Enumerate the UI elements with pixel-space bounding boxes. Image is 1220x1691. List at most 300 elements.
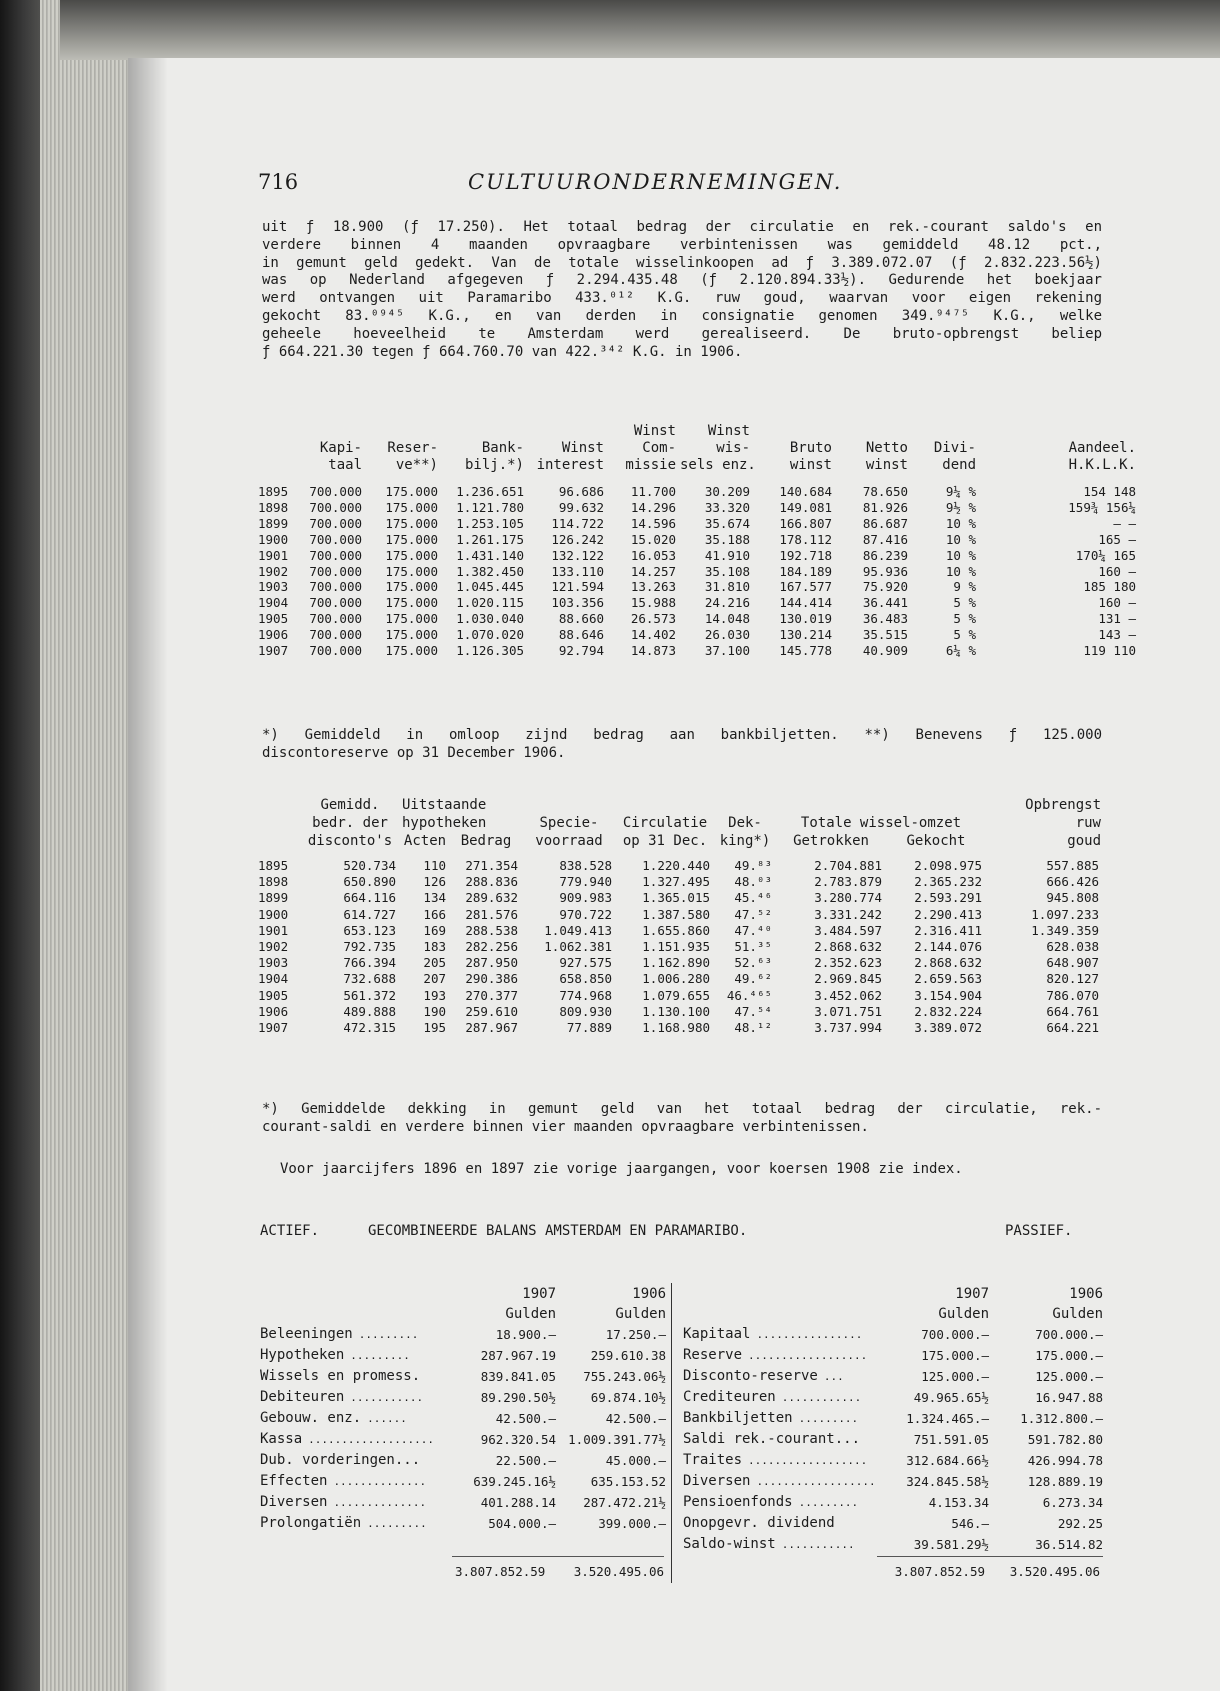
balance-item — [683, 1387, 879, 1408]
table-cell: 15.988 — [630, 595, 676, 611]
column-header — [442, 423, 528, 440]
table-cell: 9½ % — [945, 499, 976, 515]
table-cell: 1.236.651 — [456, 484, 524, 499]
table-cell: 820.127 — [1046, 971, 1099, 987]
table-cell: 33.320 — [704, 499, 750, 515]
balance-item — [683, 1429, 879, 1450]
table-cell: 648.907 — [1046, 955, 1099, 971]
column-header — [886, 796, 986, 814]
value-1906: 399.000.— — [598, 1515, 666, 1531]
table-cell: 30.209 — [704, 484, 750, 499]
table-cell: 287.950 — [465, 955, 518, 971]
table-cell: 40.909 — [862, 643, 908, 659]
table-cell: 48.¹² — [734, 1020, 772, 1036]
dot-leader: ......... — [358, 1328, 419, 1341]
footnote-line: *) Gemiddelde dekking in gemunt geld van het totaal bedrag der circulatie, rek.- — [262, 1101, 1102, 1117]
value-1907: 324.845.58½ — [906, 1473, 989, 1489]
total-actief-1907: 3.807.852.59 — [455, 1564, 546, 1579]
table-cell: 1.382.450 — [456, 563, 524, 579]
year-cell: 1901 — [258, 547, 289, 563]
table-row — [258, 890, 1103, 906]
table-cell: 133.110 — [551, 563, 604, 579]
table-cell: 175.000 — [385, 531, 438, 547]
table-row — [258, 484, 1140, 500]
value-1907: 175.000.— — [921, 1347, 989, 1363]
column-header: op 31 Dec. — [622, 833, 708, 849]
table-cell: 14.402 — [630, 627, 676, 643]
column-header: Dek- — [728, 815, 762, 831]
table-cell: 1.220.440 — [642, 858, 710, 873]
column-header — [714, 796, 776, 814]
value-1906: 128.889.19 — [1027, 1473, 1103, 1489]
table-cell: 143 — — [1098, 627, 1136, 643]
dot-leader: ........... — [350, 1391, 424, 1404]
column-header: bilj.*) — [464, 457, 524, 473]
dot-leader: ......... — [350, 1349, 410, 1362]
table-cell: 126 — [423, 874, 446, 890]
year-cell: 1906 — [258, 627, 289, 643]
table-cell: 281.576 — [465, 906, 518, 922]
table-cell: 178.112 — [779, 531, 832, 547]
table-cell: 561.372 — [343, 987, 396, 1003]
value-1906: 36.514.82 — [1035, 1536, 1103, 1552]
table-cell: 126.242 — [551, 531, 604, 547]
year-header: 1906 — [632, 1286, 666, 1302]
table-cell: 664.116 — [343, 890, 396, 906]
year-cell: 1900 — [258, 531, 289, 547]
table-cell: 282.256 — [465, 939, 518, 955]
paragraph-line: was op Nederland afgegeven ƒ 2.294.435.48 (ƒ 2.120.894.33½). Gedurende het boekjaar — [262, 272, 1102, 289]
value-1906: 259.610.38 — [590, 1347, 666, 1363]
table-row — [258, 939, 1103, 955]
column-header: winst — [789, 457, 832, 473]
value-1906: 42.500.— — [605, 1410, 666, 1426]
table-cell: 10 % — [945, 547, 976, 563]
intro-paragraph — [262, 219, 1102, 361]
table-cell: 47.⁴⁰ — [734, 922, 772, 938]
table-cell: 700.000 — [309, 515, 362, 531]
column-header: dend — [942, 457, 976, 473]
table-cell: 185 180 — [1083, 579, 1136, 595]
year-cell: 1900 — [258, 906, 289, 922]
table-cell: 175.000 — [385, 611, 438, 627]
year-cell: 1898 — [258, 874, 289, 890]
column-header — [528, 423, 608, 440]
table-cell: 45.⁴⁶ — [734, 890, 772, 906]
table-cell: 175.000 — [385, 579, 438, 595]
reference-note: Voor jaarcijfers 1896 en 1897 zie vorige jaargangen, voor koersen 1908 zie index. — [280, 1161, 963, 1177]
table-cell: 11.700 — [630, 484, 676, 499]
column-header: disconto's — [307, 833, 393, 849]
year-cell: 1905 — [258, 611, 289, 627]
value-1907: 700.000.— — [921, 1326, 989, 1342]
table-cell: 183 — [423, 939, 446, 955]
table-cell: 1.062.381 — [544, 939, 612, 955]
value-1907: 546.— — [951, 1515, 989, 1531]
table-cell: 175.000 — [385, 484, 438, 499]
balance-item-label: Crediteuren — [683, 1389, 776, 1405]
table-cell: 149.081 — [779, 499, 832, 515]
table-cell: 144.414 — [779, 595, 832, 611]
table-cell: 121.594 — [551, 579, 604, 595]
table-cell: 51.³⁵ — [734, 939, 772, 955]
table-cell: 700.000 — [309, 611, 362, 627]
table-cell: 700.000 — [309, 563, 362, 579]
year-cell: 1905 — [258, 987, 289, 1003]
table-cell: 1.121.780 — [456, 499, 524, 515]
balance-item-label: Pensioenfonds — [683, 1494, 793, 1510]
table-cell: 2.868.632 — [814, 939, 882, 955]
table-cell: 119 110 — [1083, 643, 1136, 659]
column-header: sels enz. — [680, 457, 756, 473]
balance-row — [260, 1387, 666, 1408]
table-cell: 2.659.563 — [914, 971, 982, 987]
balance-item — [260, 1429, 450, 1450]
table-cell: 14.257 — [630, 563, 676, 579]
year-header: 1907 — [522, 1286, 556, 1302]
value-1906: 700.000.— — [1035, 1326, 1103, 1342]
value-1906: 1.312.800.— — [1020, 1410, 1103, 1426]
table-cell: 259.610 — [465, 1003, 518, 1019]
column-header: winst — [865, 457, 908, 473]
table-cell: 6¼ % — [945, 643, 976, 659]
value-1906: 292.25 — [1057, 1515, 1103, 1531]
table-row — [258, 858, 1103, 874]
year-cell: 1907 — [258, 1020, 289, 1036]
dot-leader: ......... — [367, 1517, 427, 1530]
balance-actief-label: ACTIEF. — [260, 1223, 320, 1239]
table-row — [258, 988, 1103, 1004]
table-cell: 175.000 — [385, 563, 438, 579]
table-cell: 145.778 — [779, 643, 832, 659]
table-cell: 2.593.291 — [914, 890, 982, 906]
balance-row — [683, 1366, 1103, 1387]
balance-item — [683, 1534, 879, 1555]
column-header: king*) — [719, 833, 771, 849]
balance-row — [260, 1429, 666, 1450]
page-number: 716 — [258, 170, 299, 194]
table-cell: 792.735 — [343, 939, 396, 955]
table-cell: 1.130.100 — [642, 1003, 710, 1019]
column-header: ve**) — [395, 457, 438, 473]
column-header: taal — [328, 457, 362, 473]
table-cell: 1.327.495 — [642, 874, 710, 890]
value-1906: 635.153.52 — [590, 1473, 666, 1489]
balance-item-label: Gebouw. enz. — [260, 1410, 362, 1426]
column-header: voorraad — [535, 833, 603, 849]
balance-item — [260, 1387, 450, 1408]
top-shadow — [60, 0, 1220, 60]
column-header: goud — [1067, 833, 1101, 849]
table-cell: 52.⁶³ — [734, 955, 772, 971]
running-head: CULTUURONDERNEMINGEN. — [468, 170, 843, 194]
paragraph-line: uit ƒ 18.900 (ƒ 17.250). Het totaal bedrag der circulatie en rek.-courant saldo's en — [262, 219, 1102, 235]
column-header: missie — [625, 457, 676, 473]
table-row — [258, 516, 1140, 532]
dot-leader: .............. — [333, 1496, 427, 1509]
table-cell: 290.386 — [465, 971, 518, 987]
table-row — [258, 1020, 1103, 1036]
table-cell: 130.019 — [779, 611, 832, 627]
table-cell: 3.280.774 — [814, 890, 882, 906]
table-cell: 1.126.305 — [456, 643, 524, 659]
table-cell: 159¾ 156¼ — [1068, 499, 1136, 515]
financial-results-table — [258, 423, 1140, 659]
value-1906: 6.273.34 — [1042, 1494, 1103, 1510]
table-cell: 1.070.020 — [456, 627, 524, 643]
table-cell: 99.632 — [558, 499, 604, 515]
table-cell: 88.660 — [558, 611, 604, 627]
value-1907: 504.000.— — [488, 1515, 556, 1531]
table-cell: 2.868.632 — [914, 955, 982, 971]
balance-title: GECOMBINEERDE BALANS AMSTERDAM EN PARAMARIBO. — [368, 1223, 748, 1239]
column-header: Opbrengst — [1025, 797, 1101, 813]
balance-actief-table — [260, 1284, 666, 1534]
table-cell: 77.889 — [566, 1020, 612, 1036]
table-cell: 192.718 — [779, 547, 832, 563]
table-cell: 166 — [423, 906, 446, 922]
column-header — [258, 796, 300, 814]
table-cell: 1.431.140 — [456, 547, 524, 563]
table-cell: 190 — [423, 1003, 446, 1019]
column-header: Bedrag — [460, 833, 512, 849]
table-cell: 3.737.994 — [814, 1020, 882, 1036]
balance-item — [260, 1513, 450, 1534]
table-cell: 700.000 — [309, 484, 362, 499]
column-header — [366, 423, 442, 440]
value-1907: 1.324.465.— — [906, 1410, 989, 1426]
paragraph-line: ƒ 664.221.30 tegen ƒ 664.760.70 van 422.³⁴² K.G. in 1906. — [262, 343, 743, 360]
table-cell: 700.000 — [309, 595, 362, 611]
column-header: Bruto — [789, 440, 832, 456]
dot-leader: ............ — [781, 1391, 862, 1404]
column-header: Winst — [707, 423, 750, 439]
table-cell: 47.⁵² — [734, 906, 772, 922]
table-cell: 614.727 — [343, 906, 396, 922]
table-cell: 35.515 — [862, 627, 908, 643]
table-cell: 1.020.115 — [456, 595, 524, 611]
table-cell: 26.030 — [704, 627, 750, 643]
table-cell: 10 % — [945, 531, 976, 547]
balance-item — [260, 1324, 450, 1345]
table-row — [258, 564, 1140, 580]
column-header: bedr. der — [312, 815, 388, 831]
value-1907: 401.288.14 — [480, 1494, 556, 1510]
table-row — [258, 627, 1140, 643]
table-cell: 35.108 — [704, 563, 750, 579]
table-cell: 650.890 — [343, 874, 396, 890]
column-header: Winst — [561, 440, 604, 456]
table-cell: 700.000 — [309, 547, 362, 563]
table-cell: 14.596 — [630, 515, 676, 531]
table-cell: 288.538 — [465, 922, 518, 938]
balance-item — [260, 1345, 450, 1366]
dot-leader: .................. — [748, 1349, 868, 1362]
table-cell: 86.687 — [862, 515, 908, 531]
table-cell: 2.969.845 — [814, 971, 882, 987]
header-row — [258, 457, 1140, 484]
table-cell: 2.316.411 — [914, 922, 982, 938]
table-cell: 2.290.413 — [914, 906, 982, 922]
balance-item — [260, 1366, 450, 1387]
table-row — [258, 500, 1140, 516]
table-cell: 78.650 — [862, 484, 908, 499]
column-header: Divi- — [933, 440, 976, 456]
unit-header: Gulden — [615, 1306, 666, 1322]
column-header: Netto — [865, 440, 908, 456]
table-cell: 2.098.975 — [914, 858, 982, 873]
balance-passief-label: PASSIEF. — [1005, 1223, 1073, 1239]
column-header: Com- — [642, 440, 676, 456]
table-cell: 175.000 — [385, 515, 438, 531]
balance-item-label: Onopgevr. dividend — [683, 1515, 835, 1531]
balance-item — [683, 1408, 879, 1429]
dot-leader: ...... — [367, 1412, 407, 1425]
table-cell: 167.577 — [779, 579, 832, 595]
table-cell: 154 148 — [1083, 484, 1136, 499]
value-1906: 287.472.21½ — [583, 1494, 666, 1510]
column-header: Winst — [633, 423, 676, 439]
table-cell: 3.071.751 — [814, 1003, 882, 1019]
year-header: 1906 — [1069, 1286, 1103, 1302]
paragraph-line: in gemunt geld gedekt. Van de totale wisselinkoopen ad ƒ 3.389.072.07 (ƒ 2.832.223.56½) — [262, 254, 1102, 271]
footnote-line: *) Gemiddeld in omloop zijnd bedrag aan bankbiljetten. **) Benevens ƒ 125.000 — [262, 727, 1102, 743]
dot-leader: .................. — [748, 1454, 868, 1467]
total-passief-1907: 3.807.852.59 — [894, 1564, 985, 1579]
value-1907: 962.320.54 — [480, 1431, 556, 1447]
value-1907: 39.581.29½ — [913, 1536, 989, 1552]
column-header: Specie- — [539, 815, 599, 831]
dot-leader: .................. — [756, 1475, 876, 1488]
table-cell: 9¼ % — [945, 484, 976, 499]
table-cell: 2.365.232 — [914, 874, 982, 890]
value-1907: 89.290.50½ — [480, 1389, 556, 1405]
bank-statistics-table — [258, 796, 1103, 1036]
table-cell: 160 — — [1098, 563, 1136, 579]
table-cell: 1.261.175 — [456, 531, 524, 547]
value-1907: 287.967.19 — [480, 1347, 556, 1363]
balance-item-label: Dub. vorderingen... — [260, 1452, 421, 1468]
gutter-shadow — [128, 58, 168, 1691]
table-cell: 1.168.980 — [642, 1020, 710, 1036]
table-row — [258, 971, 1103, 987]
dot-leader: ......... — [798, 1412, 859, 1425]
column-header — [912, 423, 980, 440]
table-cell: 131 — — [1098, 611, 1136, 627]
table-cell: 184.189 — [779, 563, 832, 579]
balance-item — [683, 1366, 879, 1387]
balance-row — [260, 1513, 666, 1534]
balance-passief-table — [683, 1284, 1103, 1555]
table-cell: 103.356 — [551, 595, 604, 611]
paragraph-line: werd ontvangen uit Paramaribo 433.⁰¹² K.G. ruw goud, waarvan voor eigen rekening — [262, 290, 1102, 307]
balance-item-label: Kassa — [260, 1431, 303, 1447]
year-cell: 1903 — [258, 579, 289, 595]
year-cell: 1904 — [258, 595, 289, 611]
dot-leader: .............. — [333, 1475, 427, 1488]
table-cell: 1.655.860 — [642, 922, 710, 938]
year-cell: 1903 — [258, 955, 289, 971]
table-cell: 132.122 — [551, 547, 604, 563]
balance-item — [683, 1471, 879, 1492]
table-cell: 2.783.879 — [814, 874, 882, 890]
table-cell: 41.910 — [704, 547, 750, 563]
table-cell: 700.000 — [309, 643, 362, 659]
value-1907: 312.684.66½ — [906, 1452, 989, 1468]
table-cell: 14.296 — [630, 499, 676, 515]
table-cell: 175.000 — [385, 595, 438, 611]
value-1906: 17.250.— — [605, 1326, 666, 1342]
table-cell: 520.734 — [343, 858, 396, 873]
balance-row — [260, 1345, 666, 1366]
balance-row — [683, 1324, 1103, 1345]
table-row — [258, 548, 1140, 564]
total-rule — [452, 1556, 664, 1557]
table-cell: 1.006.280 — [642, 971, 710, 987]
column-header: Reser- — [387, 440, 438, 456]
balance-item-label: Beleeningen — [260, 1326, 353, 1342]
table-cell: 472.315 — [343, 1020, 396, 1036]
year-cell: 1899 — [258, 890, 289, 906]
year-cell: 1901 — [258, 922, 289, 938]
column-header: Gekocht — [906, 833, 966, 849]
table-cell: 35.188 — [704, 531, 750, 547]
table-cell: 489.888 — [343, 1003, 396, 1019]
table-row — [258, 955, 1103, 971]
balance-item — [260, 1450, 450, 1471]
table-cell: 110 — [423, 858, 446, 873]
table-cell: 14.873 — [630, 643, 676, 659]
balance-row — [683, 1408, 1103, 1429]
column-header — [258, 832, 300, 858]
paragraph-line: geheele hoeveelheid te Amsterdam werd gerealiseerd. De bruto-opbrengst beliep — [262, 325, 1102, 342]
balance-row — [260, 1366, 666, 1387]
table-cell: 46.⁴⁶⁵ — [726, 987, 772, 1003]
table-cell: 95.936 — [862, 563, 908, 579]
column-header — [258, 423, 300, 440]
table-cell: 37.100 — [704, 643, 750, 659]
balance-row — [683, 1345, 1103, 1366]
dot-leader: ......... — [798, 1496, 859, 1509]
column-header: wis- — [716, 440, 750, 456]
column-header — [300, 423, 366, 440]
table-cell: 1.387.580 — [642, 906, 710, 922]
balance-item-label: Wissels en promess. — [260, 1368, 421, 1384]
table-cell: 653.123 — [343, 922, 396, 938]
table-cell: 15.020 — [630, 531, 676, 547]
table-cell: 700.000 — [309, 627, 362, 643]
balance-row — [683, 1534, 1103, 1555]
column-header — [522, 796, 616, 814]
value-1906: 755.243.06½ — [583, 1368, 666, 1384]
value-1907: 839.841.05 — [480, 1368, 556, 1384]
total-passief-1906: 3.520.495.06 — [1009, 1564, 1100, 1579]
table-cell: 81.926 — [862, 499, 908, 515]
table-row — [258, 923, 1103, 939]
table-cell: 909.983 — [559, 890, 612, 906]
year-cell: 1906 — [258, 1003, 289, 1019]
table-cell: 3.154.904 — [914, 987, 982, 1003]
table-cell: 1.365.015 — [642, 890, 710, 906]
balance-row — [683, 1492, 1103, 1513]
paragraph-line: gekocht 83.⁰⁹⁴⁵ K.G., en van derden in consignatie genomen 349.⁹⁴⁷⁵ K.G., welke — [262, 307, 1102, 324]
table-cell: 1.079.655 — [642, 987, 710, 1003]
table-cell: 2.352.623 — [814, 955, 882, 971]
table-cell: 114.722 — [551, 515, 604, 531]
page-edges — [40, 0, 140, 1691]
table-cell: 970.722 — [559, 906, 612, 922]
table-cell: 166.807 — [779, 515, 832, 531]
